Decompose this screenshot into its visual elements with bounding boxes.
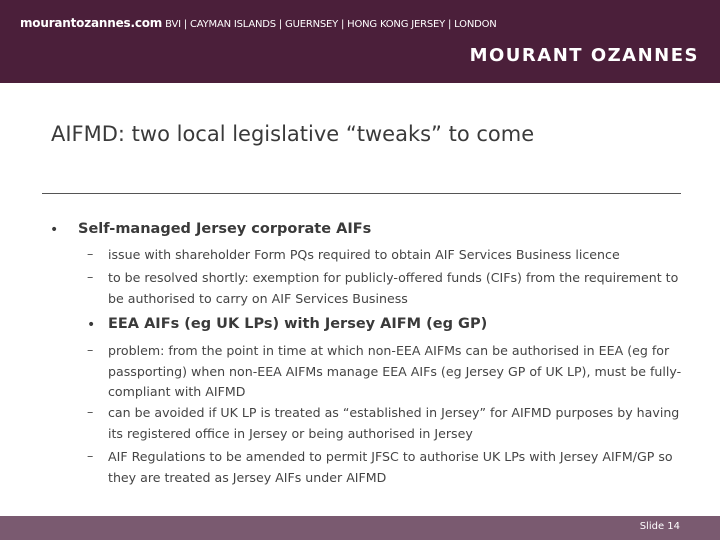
brand-logo: MOURANT OZANNES [469, 45, 699, 66]
sub-bullet-item: problem: from the point in time at which non-EEA AIFMs can be authorised in EEA (eg for passporting) when non-EEA AIFMs manage EEA AIFs (eg Jersey GP of UK LP), must be fully-compliant with AIFMD [108, 343, 682, 399]
sub-bullet-marker: – [87, 448, 94, 463]
bullet-item: Self-managed Jersey corporate AIFs [78, 221, 372, 237]
bullet-marker: • [50, 222, 59, 238]
sub-bullet-item: to be resolved shortly: exemption for publicly-offered funds (CIFs) from the requirement to be authorised to carry on AIF Services Business [108, 270, 679, 306]
sub-bullet-item: can be avoided if UK LP is treated as “established in Jersey” for AIFMD purposes by having its registered office in Jersey or being authorised in Jersey [108, 405, 680, 441]
sub-bullet-marker: – [87, 342, 94, 357]
office-locations: BVI | CAYMAN ISLANDS | GUERNSEY | HONG KONG JERSEY | LONDON [165, 19, 497, 30]
bullet-item: EEA AIFs (eg UK LPs) with Jersey AIFM (eg GP) [108, 316, 488, 332]
sub-bullet-marker: – [87, 269, 94, 284]
sub-bullet-item: issue with shareholder Form PQs required to obtain AIF Services Business licence [108, 247, 620, 262]
footer-bar [0, 516, 720, 540]
slide-title: AIFMD: two local legislative “tweaks” to come [51, 122, 535, 146]
sub-bullet-item: AIF Regulations to be amended to permit JFSC to authorise UK LPs with Jersey AIFM/GP so they are treated as Jersey AIFs under AIFMD [108, 449, 673, 485]
slide-number: Slide 14 [639, 521, 680, 532]
site-line [20, 16, 497, 30]
header-bar [0, 0, 720, 83]
bullet-marker: • [87, 317, 96, 333]
site-url[interactable]: mourantozannes.com [20, 16, 163, 30]
sub-bullet-marker: – [87, 404, 94, 419]
title-divider [42, 193, 681, 194]
sub-bullet-marker: – [87, 246, 94, 261]
